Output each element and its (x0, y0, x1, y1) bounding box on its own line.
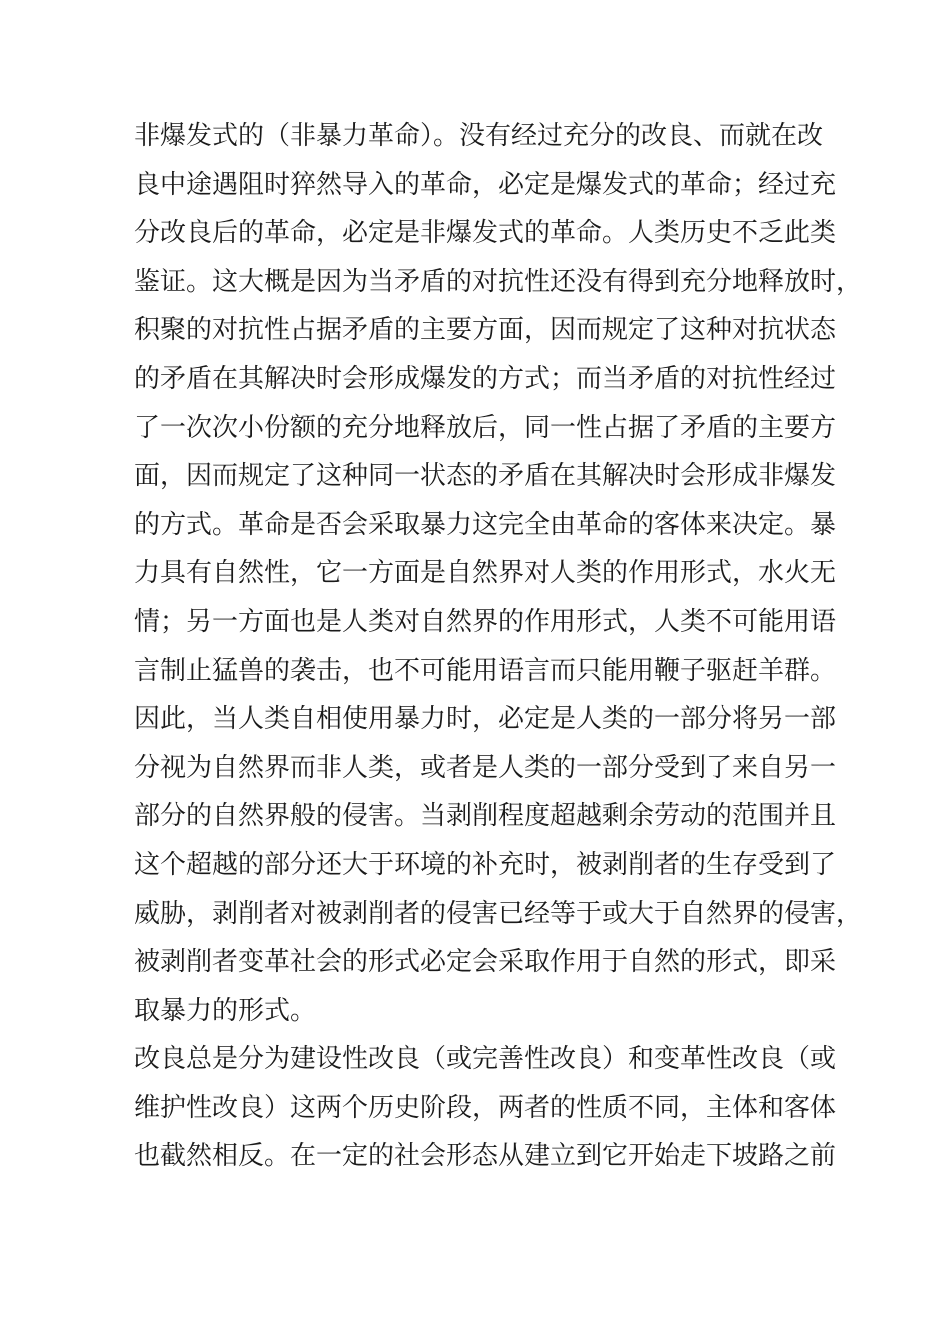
paragraph-1 (134, 112, 863, 1035)
text-line: 积聚的对抗性占据矛盾的主要方面，因而规定了这种对抗状态 (134, 315, 837, 346)
text-line: 被剥削者变革社会的形式必定会采取作用于自然的形式，即采 (134, 947, 837, 978)
text-line: 因此，当人类自相使用暴力时，必定是人类的一部分将另一部 (134, 704, 837, 735)
text-line: 威胁，剥削者对被剥削者的侵害已经等于或大于自然界的侵害， (134, 898, 863, 929)
text-line: 取暴力的形式。 (134, 995, 317, 1026)
text-line: 分改良后的革命，必定是非爆发式的革命。人类历史不乏此类 (134, 218, 837, 249)
text-line: 部分的自然界般的侵害。当剥削程度超越剩余劳动的范围并且 (134, 801, 837, 832)
text-line: 情；另一方面也是人类对自然界的作用形式，人类不可能用语 (134, 606, 837, 637)
paragraph-2 (134, 1035, 837, 1181)
text-line: 也截然相反。在一定的社会形态从建立到它开始走下坡路之前 (134, 1141, 837, 1172)
text-line: 力具有自然性，它一方面是自然界对人类的作用形式，水火无 (134, 558, 837, 589)
text-line: 这个超越的部分还大于环境的补充时，被剥削者的生存受到了 (134, 849, 837, 880)
text-line: 鉴证。这大概是因为当矛盾的对抗性还没有得到充分地释放时， (134, 266, 863, 297)
text-line: 的方式。革命是否会采取暴力这完全由革命的客体来决定。暴 (134, 509, 837, 540)
text-line: 言制止猛兽的袭击，也不可能用语言而只能用鞭子驱赶羊群。 (134, 655, 837, 686)
text-line: 非爆发式的（非暴力革命）。没有经过充分的改良、而就在改 (134, 121, 824, 151)
text-line: 分视为自然界而非人类，或者是人类的一部分受到了来自另一 (134, 752, 837, 783)
text-line: 面，因而规定了这种同一状态的矛盾在其解决时会形成非爆发 (134, 461, 837, 492)
text-line: 改良总是分为建设性改良（或完善性改良）和变革性改良（或 (134, 1044, 837, 1075)
text-line: 维护性改良）这两个历史阶段，两者的性质不同，主体和客体 (134, 1092, 837, 1123)
text-line: 的矛盾在其解决时会形成爆发的方式；而当矛盾的对抗性经过 (134, 363, 837, 394)
text-line: 良中途遇阻时猝然导入的革命，必定是爆发式的革命；经过充 (134, 169, 837, 200)
text-line: 了一次次小份额的充分地释放后，同一性占据了矛盾的主要方 (134, 412, 837, 443)
document-body (134, 112, 863, 1181)
